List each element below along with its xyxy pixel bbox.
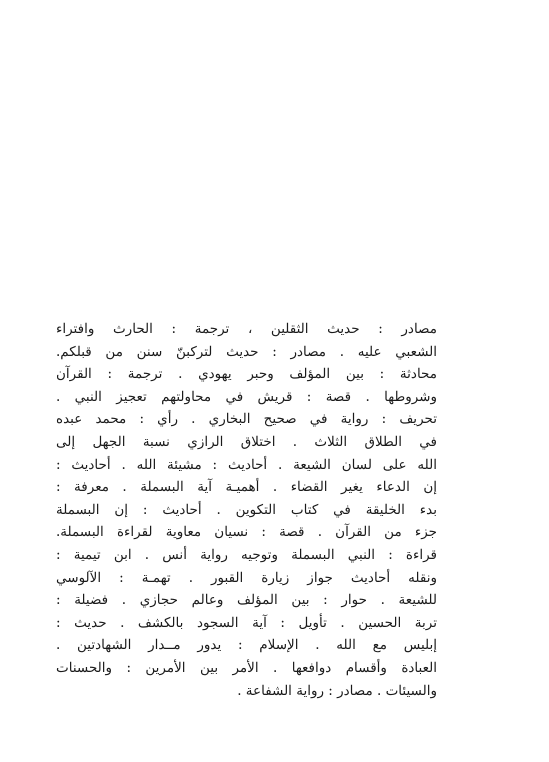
text-line-17: والسيئات . مصادر : رواية الشفاعة . bbox=[237, 682, 437, 699]
text-line-13: للشيعة . حوار : بين المؤلف وعالم حجازي . فضيلة : bbox=[56, 592, 437, 609]
text-line-3: محادثة : بين المؤلف وحبر يهودي . ترجمة : القرآن bbox=[56, 366, 437, 383]
text-line-15: إبليس مع الله . الإسلام : يدور مــدار الشهادتين . bbox=[56, 637, 437, 654]
text-line-14: تربة الحسين . تأويل : آية السجود بالكشف . حديث : bbox=[56, 614, 437, 631]
text-line-12: ونقله أحاديث جواز زيارة القبور . تهمـة : الآلوسي bbox=[56, 569, 437, 586]
text-line-9: بدء الخليقة في كتاب التكوين . أحاديث : إن البسملة bbox=[56, 501, 437, 518]
text-line-4: وشروطها . قصة : قريش في محاولتهم تعجيز النبي . bbox=[56, 388, 437, 405]
text-line-8: إن الدعاء يغير القضاء . أهميـة آية البسملة . معرفة : bbox=[56, 479, 437, 496]
text-line-10: جزء من القرآن . قصة : نسيان معاوية لقراءة البسملة. bbox=[56, 524, 437, 541]
text-line-11: قراءة : النبي البسملة وتوجيه رواية أنس . ابن تيمية : bbox=[56, 546, 437, 563]
text-line-7: الله على لسان الشيعة . أحاديث : مشيئة الله . أحاديث : bbox=[56, 456, 437, 473]
index-text-block bbox=[56, 318, 437, 702]
text-line-16: العبادة وأقسام دوافعها . الأمر بين الأمرين : والحسنات bbox=[56, 659, 437, 676]
text-line-5: تحريف : رواية في صحيح البخاري . رأي : محمد عبده bbox=[56, 411, 437, 428]
text-line-2: الشعبي عليه . مصادر : حديث لتركبنّ سنن من قبلكم. bbox=[56, 343, 437, 360]
text-line-1: مصادر : حديث الثقلين ، ترجمة : الحارث وافتراء bbox=[56, 321, 437, 337]
text-line-6: في الطلاق الثلاث . اختلاق الرازي نسبة الجهل إلى bbox=[56, 433, 437, 450]
